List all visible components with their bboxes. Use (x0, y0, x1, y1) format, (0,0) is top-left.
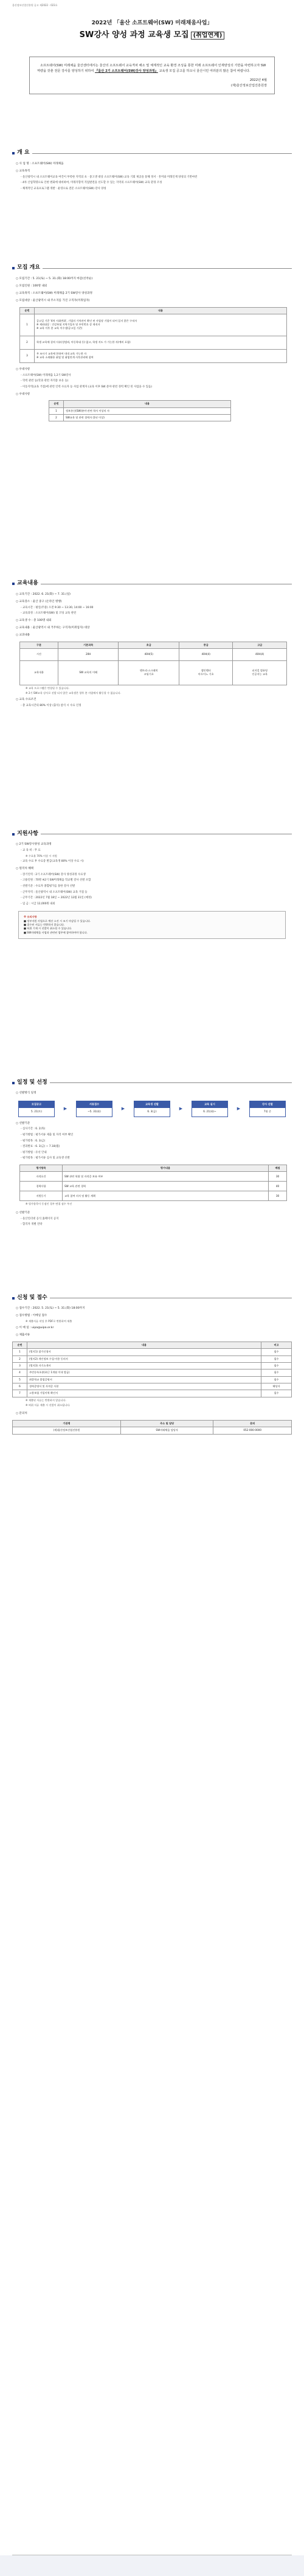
table-cell: (별지3) 자기소개서 (27, 1363, 261, 1369)
contact-table (12, 1420, 292, 1435)
section-education-title: 교육내용 (17, 580, 38, 587)
recruit-extra: ○ 우대사항 (16, 367, 30, 371)
overview-item: ○ 교육목적 (16, 169, 30, 173)
hero-title (12, 29, 292, 41)
notice-line: ■ SW미래채움 사업과 관련된 업무에 참여하여야 합니다. (24, 930, 88, 934)
support-item: ※ 수료율 70% 이상 시 지원 (26, 854, 57, 857)
table-cell: SW교육 및 관련 경력자 (1년 이상) (64, 415, 231, 421)
support-item: - 교 육 비 : 무 료 (21, 849, 41, 853)
table-header-cell: 배점 (269, 1165, 287, 1172)
table-cell: (재)울산정보산업진흥원 (13, 1427, 121, 1434)
section-selection-title: 일정 및 선정 (17, 1079, 47, 1085)
recruit-extra: - 학력 관련 등(학과 관련 자격증 보유 등) (21, 379, 69, 383)
support-item: - 장기인력 : 2기 소프트웨어(SW) 강사 양성과정 수료생 (21, 873, 86, 876)
apply-item: ○ 접수기간 : 2022. 5. 21(토) ~ 5. 31.(화) 18:00까지 (16, 1307, 85, 1311)
intro-box (29, 57, 275, 94)
table-header-cell: 비고 (261, 1342, 292, 1349)
section-support (12, 830, 292, 939)
support-item: - 선발기준 : 수료자 종합평가를 통한 강사 선발 (21, 884, 75, 888)
selection-item: - 심사기간 : 6. 2(목) (21, 1127, 46, 1131)
table-cell: 고용보험 가입이력 확인서 (27, 1390, 261, 1397)
section-recruit-title: 모집 개요 (17, 265, 40, 271)
recruit-extra: - 소프트웨어(SW) 미래채움 1,2기 SW강사 (21, 373, 71, 377)
table-header-cell: 중급 (179, 642, 233, 648)
table-header-cell: 순번 (49, 401, 64, 407)
table-cell: 공고일 기준 '4차 사회변화', 기업의 가치관이 확인 된 사업장 기업이 되어 있지 않은 구직자 ※ 제외대상 : 건강보험 지역가입자 및 주민번호 상 재직자 ※ 교육 이후 본 교육 이수생(공고일 기준) (35, 314, 287, 336)
selection-item: - 평가항목 : 6. 3(금) (21, 1139, 46, 1143)
table-row (49, 407, 231, 414)
notice-line: ■ 허위 기재 시 선발이 취소될 수 있습니다. (24, 927, 72, 930)
table-row (13, 1356, 292, 1362)
table-cell: 1 (49, 407, 64, 414)
section-apply-title: 신청 및 접수 (17, 1294, 47, 1301)
apply-note: ※ 제출된 서류는 반환하지 않습니다. (26, 1398, 66, 1402)
documents-table (12, 1342, 292, 1397)
table-row (20, 314, 287, 336)
apply-note: ※ 허위 서류 제출 시 선발이 취소됩니다. (26, 1403, 71, 1407)
table-header-cell: 평가내용 (63, 1165, 269, 1172)
intro-org: (재)울산정보산업진흥원장 (230, 84, 267, 88)
table-header-cell: 문의 (213, 1421, 292, 1427)
table-cell: 20H (58, 648, 119, 660)
table-row (13, 1390, 292, 1397)
overview-item: - 4차 산업혁명으로 인한 변화에 대비하여, 미래지향적 직업발전을 선도할 수 있는 지역의 소프트웨어(SW) 교육 환경 조성 (21, 181, 162, 185)
flow-step-date: 6. 21(화)~ (203, 1109, 216, 1113)
education-item: ○ 교육기간 : 2022. 6. 21(화) ~ 7. 31.(일) (16, 592, 71, 596)
selection-flow (18, 1101, 286, 1117)
selection-item: - 평가방법 : 유선 안내 (21, 1151, 47, 1154)
flow-step-date: ~5. 31(화) (88, 1109, 101, 1113)
arrow-right-icon: ▶ (63, 1106, 67, 1112)
table-cell: (별지2) 개인정보 수집·이용 동의서 (27, 1356, 261, 1362)
section-divider (43, 268, 292, 269)
table-row (13, 1349, 292, 1356)
hero-subtitle: 2022년 「울산 소프트웨어(SW) 미래채움사업」 (91, 20, 213, 26)
intro-highlight: 『울산 2기 소프트웨어(SW)강사 양성과정』 (95, 69, 158, 74)
arrow-right-icon: ▶ (179, 1106, 183, 1112)
table-cell: 필수 (261, 1376, 292, 1383)
intro-date: 2022년 4월 (249, 78, 267, 83)
section-overview-title: 개 요 (17, 150, 30, 156)
overview-item: - 울산광역시 내 소프트웨어교육 여건이 부족한 지역의 초ㆍ중고생 대상 소프트웨어(SW) 교육 기회 제공을 통해 정서ㆍ흥미와 미래인재 양성의 기반마련 (21, 175, 198, 179)
selection-item: - 평가방법 : 평가서류 제출 및 자격 여부 확인 (21, 1134, 74, 1137)
flow-step-title: 교육 실시 (192, 1101, 227, 1107)
table-cell: 무 조사기 교육에 한하여 내내 교육 가능한 자 ※ 교육 소재활용 취업 및 취업연계 사후관리에 참여 (35, 349, 287, 362)
table-cell: 학생 교육에 결격 사유(성범죄, 아동학대 등) 없고, 학생 지도 가 가능한 자(예비 포함) (35, 336, 287, 349)
section-bullet-icon (12, 1297, 15, 1300)
table-cell: 주민등록초본(최근 1개월 이내 발급) (27, 1369, 261, 1376)
table-cell: 30 (269, 1191, 287, 1201)
recruit-item: ○ 교육목적 : 소프트웨어(SW) 미래채움 2기 SW강사 양성과정 (16, 291, 92, 295)
table-cell: SW 관련 학위 및 자격증 보유 여부 (63, 1172, 269, 1182)
table-header-cell: 주소 및 담당 (120, 1421, 213, 1427)
education-note: ※ 2기 SW교육 강사로 선발 되지 않은 교육생은 향후 본 사업에서 활동할 수 없습니다. (26, 691, 122, 695)
table-cell: SW미래채움 담당자 (120, 1427, 213, 1434)
hero-title-tag: (취업연계) (191, 32, 225, 40)
table-row (20, 349, 287, 362)
section-recruit (12, 264, 292, 421)
recruit-item: ○ 모집대상 : 울산광역시 내 주소지를 가진 구직자(미취업자) (16, 299, 90, 302)
table-header-cell: 평가항목 (20, 1165, 63, 1172)
table-cell: 경력증명서 및 자격증 사본 (27, 1383, 261, 1390)
table-cell: 필수 (261, 1356, 292, 1362)
selection-note: ※ 평가항목이 동점인 경우 면접 점수 우선 (26, 1202, 72, 1206)
arrow-right-icon: ▶ (237, 1106, 241, 1112)
table-header-row (13, 1342, 292, 1349)
section-bullet-icon (12, 1082, 15, 1084)
support-item: - 임 금 : 시급 12,000원 내외 (21, 902, 55, 905)
table-cell: 지원동기 (20, 1191, 63, 1201)
selection-note: - 합격자 개별 연락 (21, 1223, 43, 1227)
section-divider (32, 153, 292, 154)
table-cell: 30 (269, 1172, 287, 1182)
selection-item: - 결과발표 : 6. 3(금) ~ 7.18(월) (21, 1145, 60, 1149)
table-header-cell: 고급 (233, 642, 287, 648)
curriculum-table (19, 642, 287, 685)
flow-step (18, 1101, 55, 1117)
table-cell: 자격요건 (20, 1172, 63, 1182)
recruit-item: ○ 모집인원 : 100명 내외 (16, 284, 47, 288)
flow-step-title: 서류접수 (77, 1101, 112, 1107)
section-bullet-icon (12, 833, 15, 836)
flow-step-title: 교육생 선발 (134, 1101, 170, 1107)
intro-text: 소프트웨어(SW) 미래채움 울산센터에서는 울산의 소프트웨어 교육격차 해소 및 체계적인 교육 환경 조성을 통한 미래 소프트웨어 인재양성의 기반을 마련하고자 SW역량을 갖춘 전문 강사를 양성하기 위하여 (37, 64, 266, 74)
table-header-row (20, 1165, 287, 1172)
table-cell: 1 (20, 314, 35, 336)
flow-step-title: 강사 선발 (250, 1101, 285, 1107)
flow-step-title: 모집공고 (19, 1101, 54, 1107)
flow-step-date: 5. 21(토) (31, 1109, 42, 1113)
table-header-cell: 순번 (13, 1342, 27, 1349)
flow-step (76, 1101, 112, 1117)
table-row (20, 1172, 287, 1182)
support-item: - 근무기간 : 2022년 7월 18일 ~ 2022년 12월 31일 (예정) (21, 896, 92, 900)
flow-step (249, 1101, 286, 1117)
selection-note: - 울산인터넷 공식 홈페이지 공지 (21, 1217, 59, 1220)
overview-item: - 체계적인 교육프로그램 개발ㆍ운영으로 전문 소프트웨어(SW) 강사 양성 (21, 187, 106, 190)
table-header-cell: 내용 (64, 401, 231, 407)
table-cell: 교육내용 (20, 660, 58, 685)
selection-item: ○ 선발기준 (16, 1121, 30, 1125)
education-item: ○ 교육생 수 : 총 100명 내외 (16, 618, 52, 622)
table-cell: 3 (20, 349, 35, 362)
table-row (20, 1182, 287, 1191)
table-cell: 2 (49, 415, 64, 421)
table-cell: 피지컬 컴퓨팅 인공지능 교육 (233, 660, 287, 685)
table-header-row (13, 1421, 292, 1427)
section-support-head (12, 830, 292, 839)
recruit-item: ○ 모집기간 : 5. 21(토) ~ 5. 31.(화) 18:00까지 마감(선착순) (16, 277, 93, 280)
table-cell: 052-000-0000 (213, 1427, 292, 1434)
table-row (13, 1383, 292, 1390)
section-recruit-head (12, 264, 292, 272)
overview-item: ○ 사 업 명 : 소프트웨어(SW) 미래채움 (16, 162, 64, 165)
section-apply (12, 1294, 292, 1435)
section-education (12, 580, 292, 708)
table-cell: (별지1) 참가신청서 (27, 1349, 261, 1356)
education-item: ○ 교육내용 : 울산광역시 내 거주하는 구직자(미취업자) 대상 (16, 626, 90, 629)
education-note: ※ 교육 프로그램은 변경될 수 있습니다. (26, 686, 70, 690)
table-row (13, 1369, 292, 1376)
section-selection-head (12, 1079, 292, 1087)
apply-email[interactable]: ○ 이 메 일 : uipa@uipa.or.kr (16, 1326, 54, 1330)
section-education-head (12, 580, 292, 588)
education-item: ○ 교과내용 (16, 633, 30, 637)
table-header-row (20, 642, 287, 648)
recruit-criteria-table (19, 307, 287, 363)
education-note: - 총 교육시간의 80% 이상 (출석) 참석 시 수료 인정 (21, 704, 81, 708)
section-apply-head (12, 1294, 292, 1303)
table-cell: 1 (13, 1349, 27, 1356)
table-row (20, 648, 287, 660)
table-header-cell: 기관명 (13, 1421, 121, 1427)
table-row (20, 336, 287, 349)
recruit-extra: - 이동지역(교육 거점)에 관련 인력 수료자 등 사업 관계자 (교육 이후 SW 분야 관련 경력 확인 된 사업을 수 있음) (21, 385, 152, 389)
document-reference: 울산정보산업진흥원 공고 제2022 - 023호 (12, 4, 58, 7)
table-header-row (20, 307, 287, 314)
table-row (49, 415, 231, 421)
recruit-extra: ○ 우대사항 (16, 392, 30, 396)
table-cell: SW 교육 관련 경력 (63, 1182, 269, 1191)
table-cell: 해당자 (261, 1383, 292, 1390)
table-cell: 6 (13, 1383, 27, 1390)
section-bullet-icon (12, 583, 15, 585)
section-bullet-icon (12, 267, 15, 269)
section-selection (12, 1079, 292, 1227)
table-cell: 시간 (20, 648, 58, 660)
section-overview (12, 149, 292, 191)
intro-paragraph (37, 63, 267, 74)
table-header-cell: 순번 (20, 307, 35, 314)
notice-line: ■ 접수된 서류는 반환하지 않습니다. (24, 923, 65, 926)
table-cell: 교육 참여 의지 및 활동 계획 (63, 1191, 269, 1201)
education-item: ○ 교육장소 : 울산 중구 (온라인 병행) (16, 600, 62, 603)
table-cell: 40 (269, 1182, 287, 1191)
table-cell: 4 (13, 1369, 27, 1376)
education-note: ○ 교육 수료조건 (16, 698, 36, 702)
section-divider (50, 1082, 292, 1083)
education-item: - 교육과정 : 소프트웨어(SW) 및 코딩 교육 관련 (21, 612, 77, 615)
table-cell: 2 (20, 336, 35, 349)
apply-contact-lead: ○ 문의처 (16, 1412, 27, 1416)
table-cell: 앱인벤터 아두이노 기초 (179, 660, 233, 685)
support-item: - 근무지역 : 울산광역시 내 소프트웨어(SW) 교육 거점 등 (21, 890, 88, 894)
evaluation-table (19, 1165, 287, 1201)
table-cell: 정보통신(SW)분야 관련 학사 이상의 자 (64, 407, 231, 414)
support-item: ○ 원격처 혜택 (16, 867, 34, 870)
selection-lead: ○ 선발방식 일정 (16, 1092, 36, 1095)
section-support-title: 지원사항 (17, 830, 38, 837)
table-cell: 5 (13, 1376, 27, 1383)
section-bullet-icon (12, 152, 15, 154)
table-header-cell: 구분 (20, 642, 58, 648)
intro-tail: 교육생 모집 공고를 하오니 울산시민 여러분의 많은 참여 바랍니다. (159, 69, 250, 74)
table-cell: 경력사항 (20, 1182, 63, 1191)
table-row (13, 1427, 292, 1434)
table-cell: 필수 (261, 1390, 292, 1397)
table-header-cell: 초급 (119, 642, 179, 648)
support-item: ○ 2기 SW강사양성 교육과정 (16, 843, 52, 847)
education-item: - 교육시간 : 평일(주중) 오전 9:30 ~ 13:30, 14:00 ~ 16:00 (21, 606, 94, 609)
table-header-row (49, 401, 231, 407)
footer-band (0, 2555, 304, 2576)
support-item: - 교육 수료 후 수료증 발급(교육생 80% 이상 수료 시) (21, 860, 84, 864)
table-cell: 40H(5) (119, 648, 179, 660)
table-cell: 2 (13, 1356, 27, 1362)
apply-item: ※ 제출서류 작성 후 PDF로 변환하여 제출 (26, 1320, 72, 1323)
table-header-cell: 기본과목 (58, 642, 119, 648)
notice-box (18, 911, 286, 938)
preferential-table (49, 400, 231, 421)
table-cell: 7 (13, 1390, 27, 1397)
arrow-right-icon: ▶ (121, 1106, 125, 1112)
table-row (13, 1363, 292, 1369)
table-cell: 3 (13, 1363, 27, 1369)
table-cell: 40H(4) (233, 648, 287, 660)
notice-title: ※ 유의사항 (24, 915, 37, 919)
table-cell: 필수 (261, 1349, 292, 1356)
flow-step-date: 7월 중 (263, 1109, 271, 1113)
selection-item: - 평가항목 : 평가서류 심사 및 교육생 선발 (21, 1157, 70, 1160)
table-header-cell: 내용 (35, 307, 287, 314)
table-cell: 엔트리·스크래치 코딩기초 (119, 660, 179, 685)
table-cell: 최종학교 졸업증명서 (27, 1376, 261, 1383)
flow-step-date: 6. 3(금) (147, 1109, 157, 1113)
support-item: - 고용인원 : 70명 ※2기 SW미래채움 학교별 강사 선발 포함 (21, 879, 91, 882)
selection-note: ○ 선발기준 (16, 1211, 30, 1214)
table-cell: 필수 (261, 1369, 292, 1376)
section-overview-head (12, 149, 292, 158)
apply-item: ○ 접수방법 : 이메일 접수 (16, 1314, 47, 1318)
table-cell: SW 교육의 이해 (58, 660, 119, 685)
table-cell: 40H(4) (179, 648, 233, 660)
table-header-cell: 내용 (27, 1342, 261, 1349)
apply-item: ○ 제출서류 (16, 1334, 30, 1337)
hero-title-text: SW강사 양성 과정 교육생 모집 (79, 30, 189, 40)
table-row (20, 1191, 287, 1201)
flow-step (192, 1101, 228, 1117)
table-cell: 필수 (261, 1363, 292, 1369)
flow-step (134, 1101, 170, 1117)
table-row (20, 660, 287, 685)
table-row (13, 1376, 292, 1383)
notice-line: ■ 정부지원 사업으로 예산 소진 시 조기 마감될 수 있습니다. (24, 919, 91, 923)
